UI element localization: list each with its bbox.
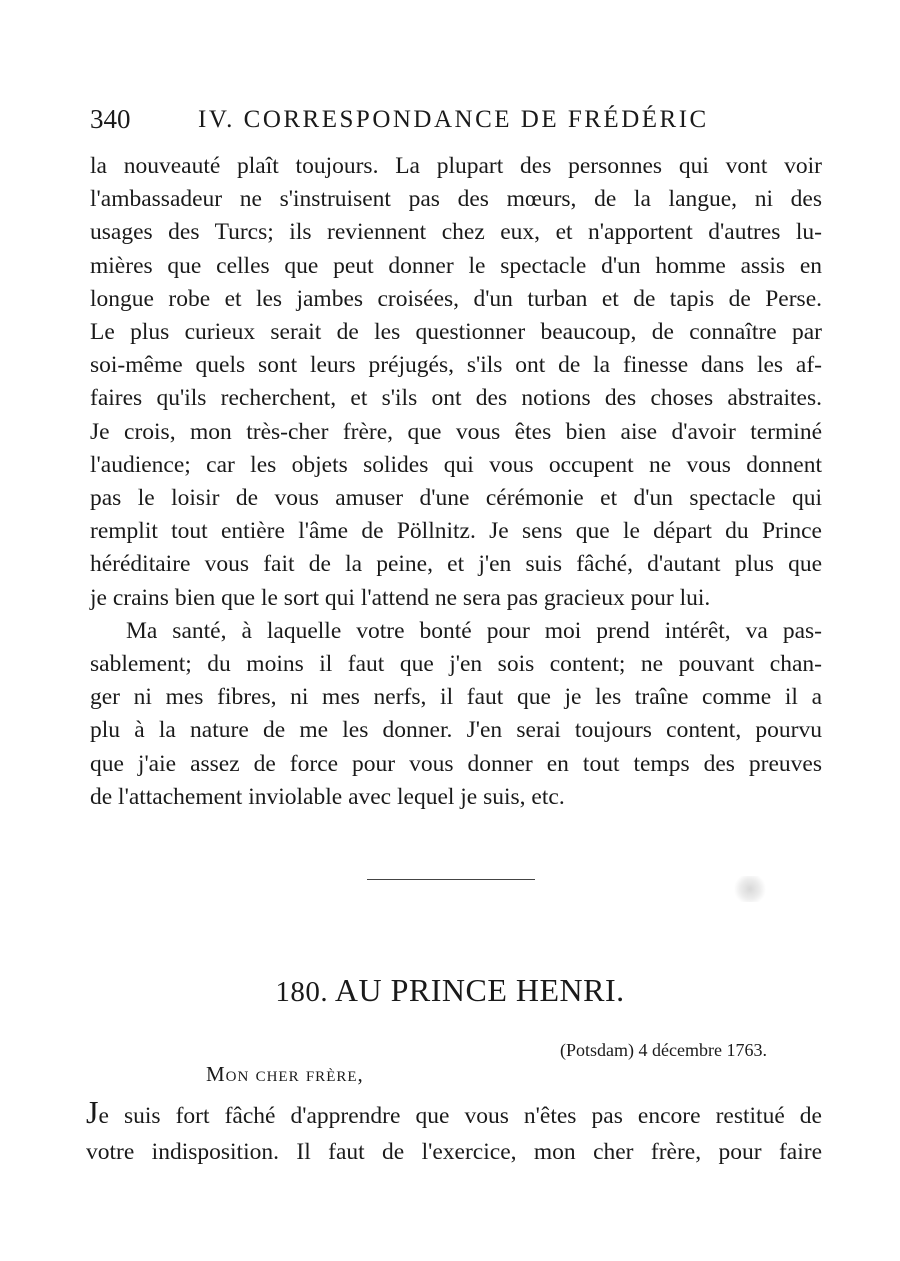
page-header [90,104,825,144]
text-line: soi-même quels sont leurs préjugés, s'ils ont de la finesse dans les af- [90,352,822,379]
text-line: pas le loisir de vous amuser d'une cérémonie et d'un spectacle qui [90,485,822,512]
text-line: ger ni mes fibres, ni mes nerfs, il faut que je les traîne comme il a [90,684,822,711]
text-line: votre indisposition. Il faut de l'exercice, mon cher frère, pour faire [86,1139,822,1165]
text-line-content: e suis fort fâché d'apprendre que vous n'êtes pas encore restitué de [98,1103,822,1129]
text-line: de l'attachement inviolable avec lequel je suis, etc. [90,783,565,810]
letter-heading [0,972,900,1009]
letter-dateline: (Potsdam) 4 décembre 1763. [560,1040,767,1060]
text-line: faires qu'ils recherchent, et s'ils ont des notions des choses abstraites. [90,385,822,412]
text-line: Le plus curieux serait de les questionner beaucoup, de connaître par [90,319,822,346]
text-line: la nouveauté plaît toujours. La plupart des personnes qui vont voir [90,153,822,179]
text-line: usages des Turcs; ils reviennent chez eux, et n'apportent d'autres lu- [90,219,822,246]
text-line-paragraph-start: Ma santé, à laquelle votre bonté pour moi prend intérêt, va pas- [126,617,822,644]
text-line: que j'aie assez de force pour vous donner en tout temps des preuves [90,750,822,777]
text-line: je crains bien que le sort qui l'attend ne sera pas gracieux pour lui. [90,584,711,611]
dropcap: J [86,1094,99,1130]
text-line: sablement; du moins il faut que j'en sois content; ne pouvant chan- [90,651,822,678]
text-line [86,1094,822,1134]
letter-continuation-text [90,150,822,814]
print-smudge [733,876,767,902]
text-line: mières que celles que peut donner le spectacle d'un homme assis en [90,252,822,279]
text-line: l'audience; car les objets solides qui vous occupent ne vous donnent [90,451,822,478]
page-number: 340 [90,104,131,134]
text-line: l'ambassadeur ne s'instruisent pas des mœurs, de la langue, ni des [90,186,822,213]
letter-salutation: Mon cher frère, [206,1062,364,1086]
text-line: Je crois, mon très-cher frère, que vous êtes bien aise d'avoir terminé [90,418,822,445]
letter-body [86,1094,822,1170]
text-line: longue robe et les jambes croisées, d'un turban et de tapis de Perse. [90,285,822,312]
section-divider [367,879,535,880]
text-line: plu à la nature de me les donner. J'en serai toujours content, pourvu [90,717,822,744]
letter-title: AU PRINCE HENRI. [334,972,625,1008]
text-line: remplit tout entière l'âme de Pöllnitz. Je sens que le départ du Prince [90,518,822,545]
letter-number: 180. [275,976,329,1008]
running-title: IV. CORRESPONDANCE DE FRÉDÉRIC [198,106,709,133]
text-line: héréditaire vous fait de la peine, et j'en suis fâché, d'autant plus que [90,551,822,578]
